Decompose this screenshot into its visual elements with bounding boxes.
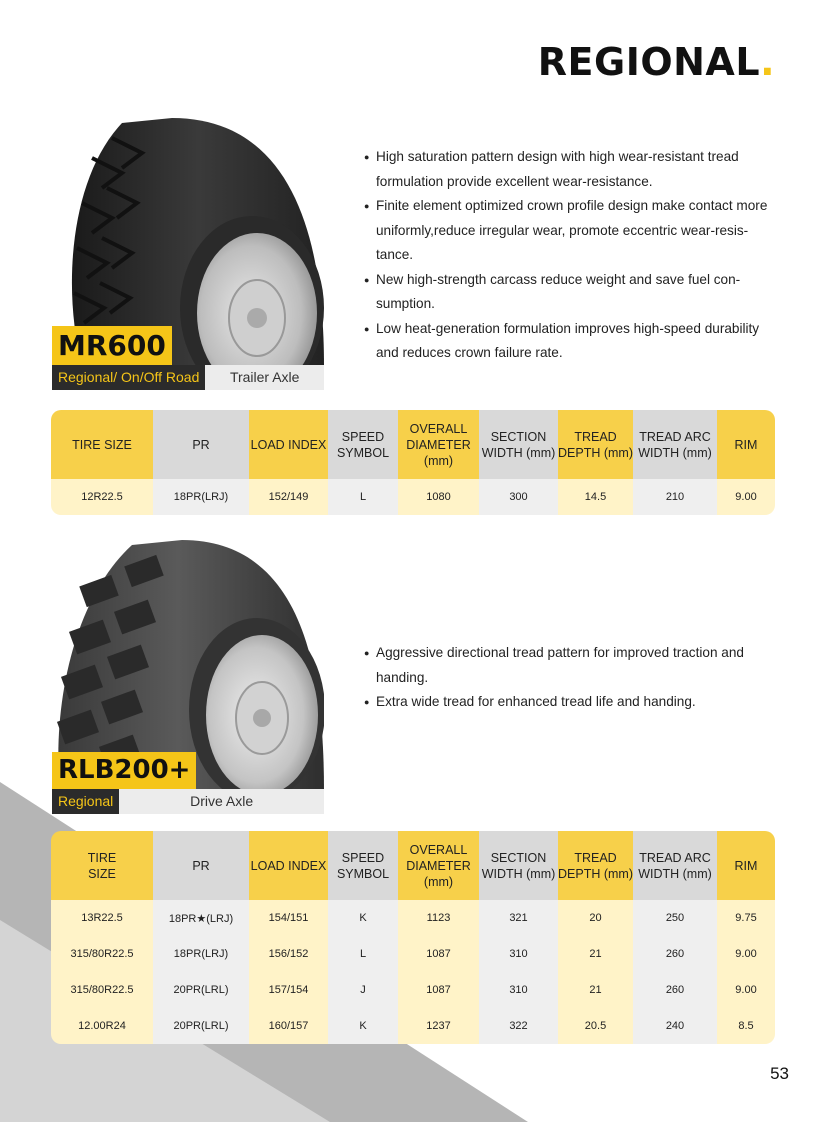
table-row xyxy=(51,936,775,972)
page-number: 53 xyxy=(770,1064,789,1083)
table-cell: 322 xyxy=(479,1008,558,1044)
table-cell: 20PR(LRL) xyxy=(153,1008,249,1044)
mr600-category-row xyxy=(52,365,324,390)
feature-item: ● Aggressive directional tread pattern for improved traction and handing. xyxy=(364,641,776,690)
table-cell: 8.5 xyxy=(717,1008,775,1044)
table-cell: 315/80R22.5 xyxy=(51,972,153,1008)
col-header-section-width: SECTION WIDTH (mm) xyxy=(479,831,558,900)
feature-item: ● New high-strength carcass reduce weight and save fuel con-sumption. xyxy=(364,268,776,317)
table-cell: 1237 xyxy=(398,1008,479,1044)
col-header-tread-arc-width: TREAD ARC WIDTH (mm) xyxy=(633,410,717,479)
rlb200-features xyxy=(364,641,776,715)
table-cell: 315/80R22.5 xyxy=(51,936,153,972)
col-header-tire-size: TIRE SIZE xyxy=(51,410,153,479)
col-header-speed-symbol: SPEED SYMBOL xyxy=(328,831,398,900)
col-header-tread-depth: TREAD DEPTH (mm) xyxy=(558,831,633,900)
table-cell: 1123 xyxy=(398,900,479,936)
table-cell: 321 xyxy=(479,900,558,936)
col-header-tread-depth: TREAD DEPTH (mm) xyxy=(558,410,633,479)
col-header-tire-size: TIRE SIZE xyxy=(51,831,153,900)
table-cell: 20PR(LRL) xyxy=(153,972,249,1008)
mr600-model-tag: MR600 xyxy=(52,326,172,366)
table-cell: 14.5 xyxy=(558,479,633,515)
table-cell: 300 xyxy=(479,479,558,515)
table-cell: 240 xyxy=(633,1008,717,1044)
table-cell: 18PR(LRJ) xyxy=(153,479,249,515)
table-cell: 1087 xyxy=(398,936,479,972)
col-header-tread-arc-width: TREAD ARC WIDTH (mm) xyxy=(633,831,717,900)
col-header-load-index: LOAD INDEX xyxy=(249,831,328,900)
mr600-category: Regional/ On/Off Road xyxy=(52,365,205,390)
table-cell: 21 xyxy=(558,936,633,972)
col-header-overall-diameter: OVERALL DIAMETER (mm) xyxy=(398,831,479,900)
table-cell: 160/157 xyxy=(249,1008,328,1044)
table-cell: 1080 xyxy=(398,479,479,515)
table-cell: 260 xyxy=(633,972,717,1008)
table-cell: 13R22.5 xyxy=(51,900,153,936)
table-cell: 250 xyxy=(633,900,717,936)
table-cell: 18PR(LRJ) xyxy=(153,936,249,972)
table-cell: 260 xyxy=(633,936,717,972)
table-cell: 154/151 xyxy=(249,900,328,936)
col-header-rim: RIM xyxy=(717,410,775,479)
col-header-pr: PR xyxy=(153,410,249,479)
table-cell: K xyxy=(328,1008,398,1044)
rlb200-category-row xyxy=(52,789,324,814)
table-row xyxy=(51,900,775,936)
table-cell: 152/149 xyxy=(249,479,328,515)
table-cell: 1087 xyxy=(398,972,479,1008)
col-header-pr: PR xyxy=(153,831,249,900)
table-cell: 9.75 xyxy=(717,900,775,936)
table-cell: 21 xyxy=(558,972,633,1008)
mr600-spec-table xyxy=(51,410,775,515)
table-cell: L xyxy=(328,936,398,972)
rlb200-category: Regional xyxy=(52,789,119,814)
table-cell: 310 xyxy=(479,972,558,1008)
feature-item: ● Finite element optimized crown profile design make contact more uniformly,reduce irregular wear, promote eccentric wear-resis-tance. xyxy=(364,194,776,268)
col-header-section-width: SECTION WIDTH (mm) xyxy=(479,410,558,479)
col-header-rim: RIM xyxy=(717,831,775,900)
table-cell: L xyxy=(328,479,398,515)
rlb200-spec-table xyxy=(51,831,775,1044)
page-title: REGIONAL. xyxy=(537,40,775,84)
table-cell: 310 xyxy=(479,936,558,972)
table-cell: K xyxy=(328,900,398,936)
feature-item: ● Extra wide tread for enhanced tread life and handing. xyxy=(364,690,776,715)
table-row xyxy=(51,1008,775,1044)
table-cell: 9.00 xyxy=(717,479,775,515)
table-cell: 20 xyxy=(558,900,633,936)
table-cell: 12.00R24 xyxy=(51,1008,153,1044)
col-header-load-index: LOAD INDEX xyxy=(249,410,328,479)
rlb200-axle: Drive Axle xyxy=(119,789,324,814)
table-row xyxy=(51,972,775,1008)
col-header-speed-symbol: SPEED SYMBOL xyxy=(328,410,398,479)
table-cell: 20.5 xyxy=(558,1008,633,1044)
table-cell: 9.00 xyxy=(717,972,775,1008)
mr600-axle: Trailer Axle xyxy=(205,365,324,390)
table-cell: 210 xyxy=(633,479,717,515)
feature-item: ● High saturation pattern design with high wear-resistant tread formulation provide excellent wear-resistance. xyxy=(364,145,776,194)
table-cell: 12R22.5 xyxy=(51,479,153,515)
table-cell: 157/154 xyxy=(249,972,328,1008)
feature-item: ● Low heat-generation formulation improves high-speed durability and reduces crown failure rate. xyxy=(364,317,776,366)
table-row xyxy=(51,479,775,515)
table-cell: J xyxy=(328,972,398,1008)
table-cell: 156/152 xyxy=(249,936,328,972)
col-header-overall-diameter: OVERALL DIAMETER (mm) xyxy=(398,410,479,479)
rlb200-model-tag: RLB200+ xyxy=(52,752,196,789)
mr600-features xyxy=(364,145,776,366)
table-cell: 9.00 xyxy=(717,936,775,972)
table-cell: 18PR★(LRJ) xyxy=(153,900,249,936)
